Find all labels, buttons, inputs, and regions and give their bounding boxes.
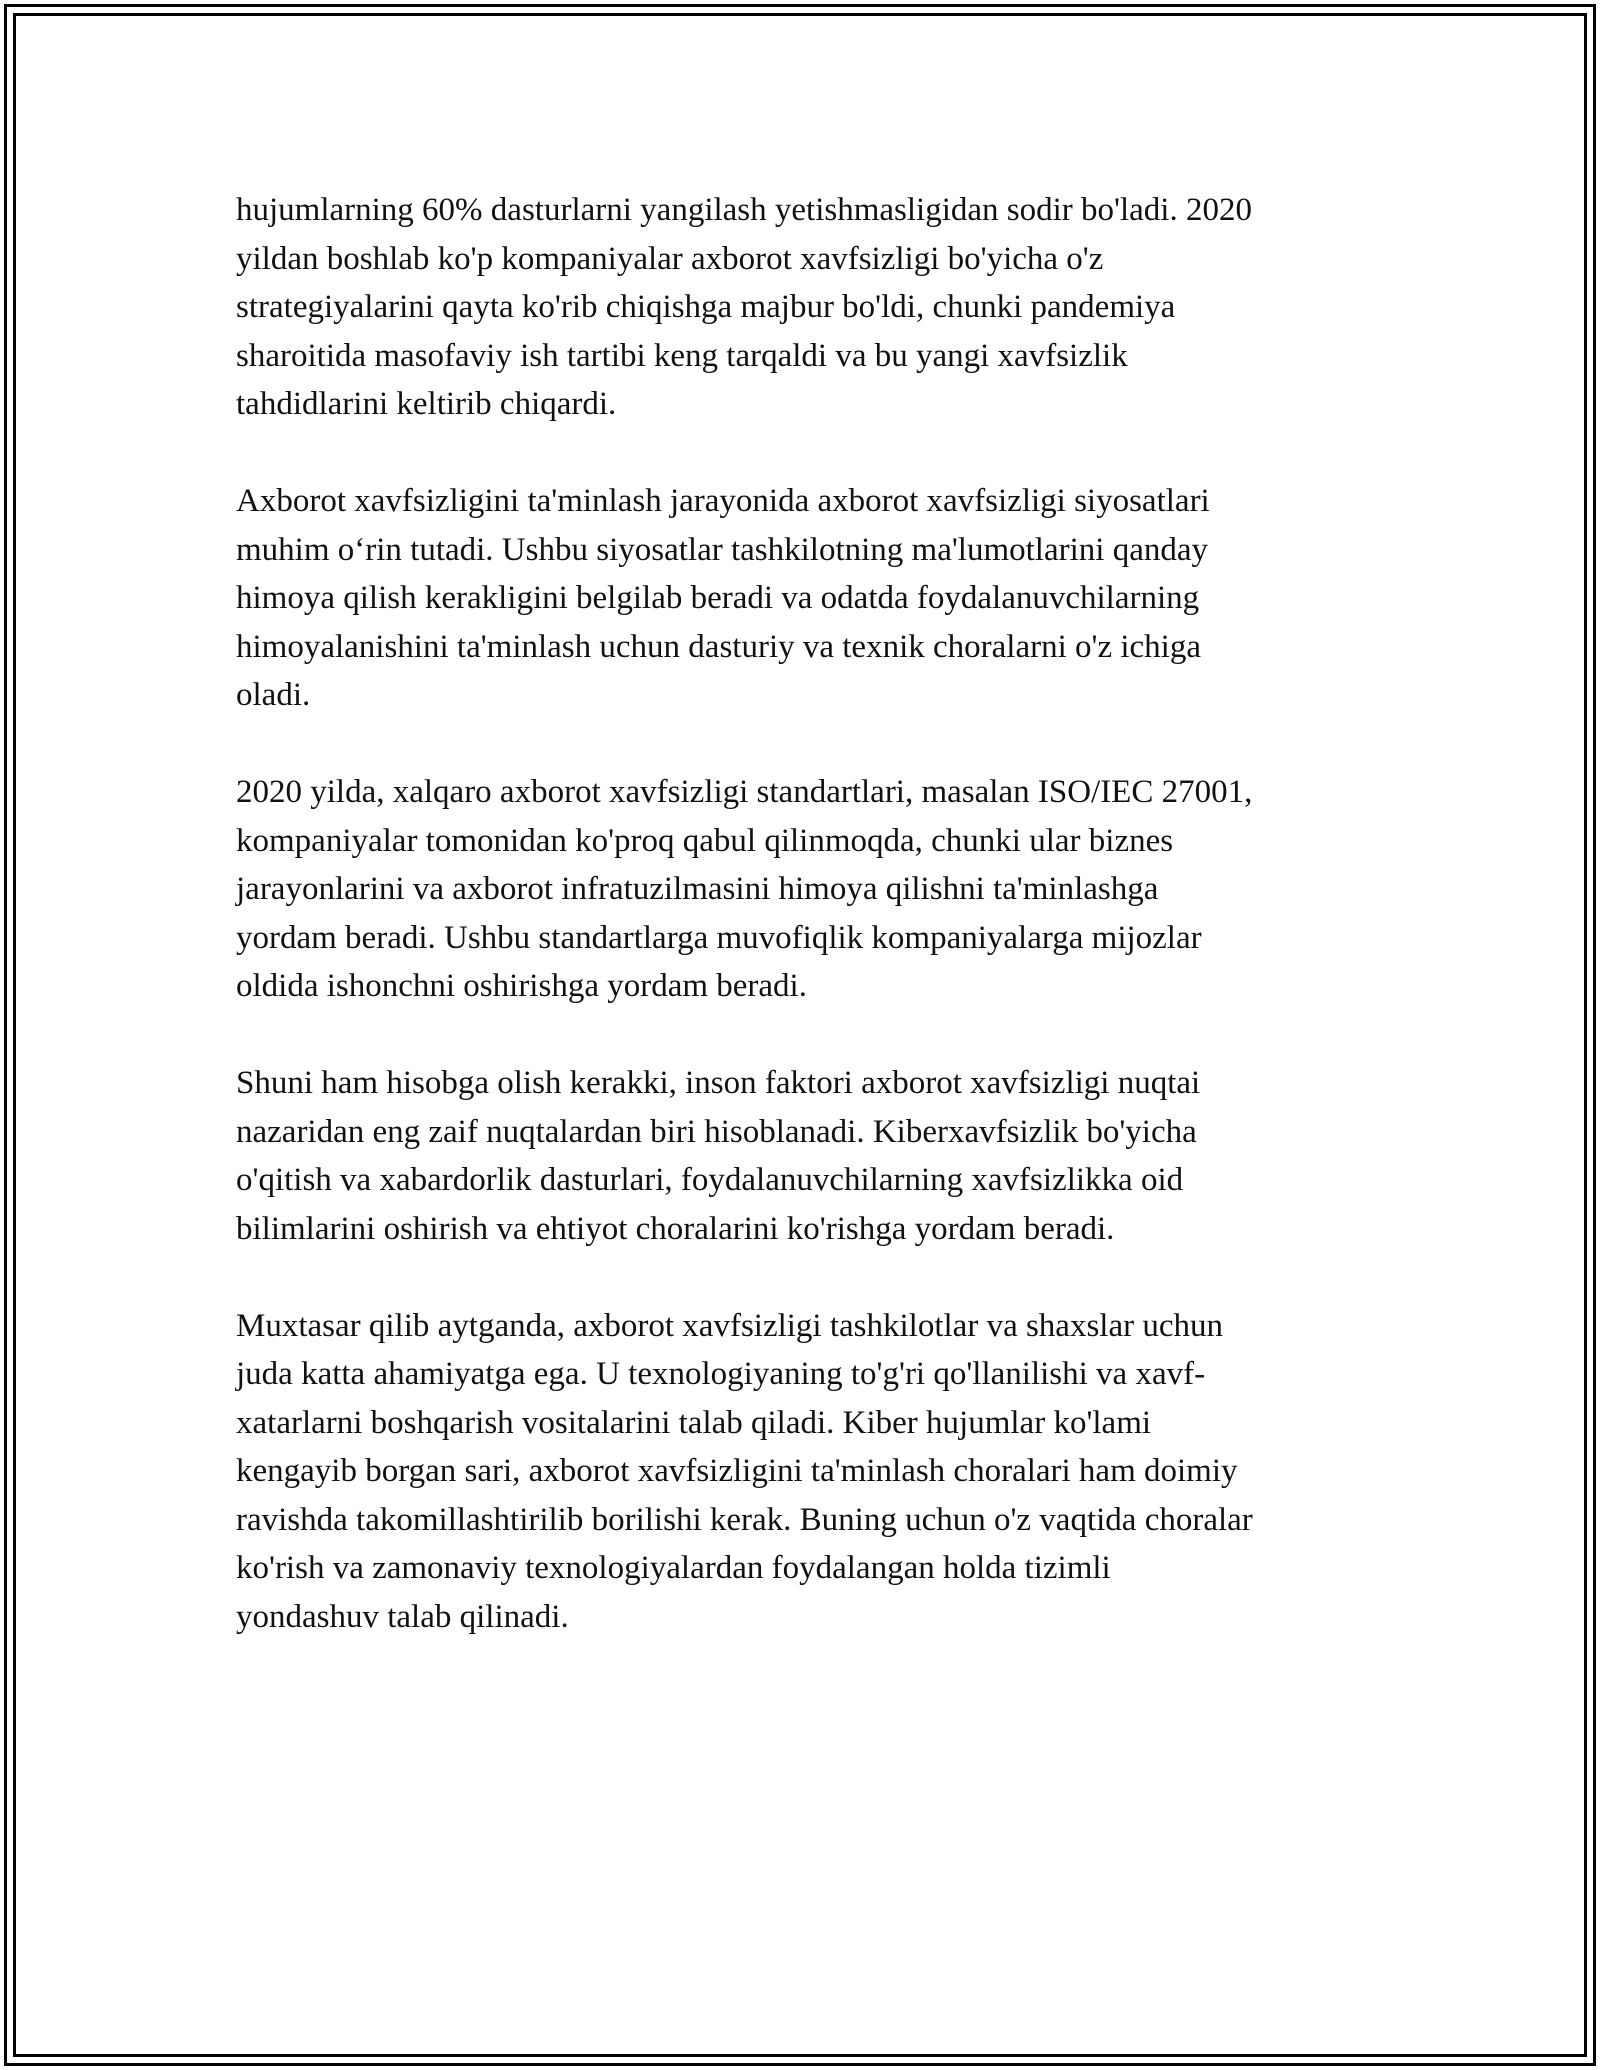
text-line: yondashuv talab qilinadi. [236,1598,569,1635]
text-line: kengayib borgan sari, axborot xavfsizligini ta'minlash choralari ham doimiy [236,1453,1238,1489]
text-line: himoya qilish kerakligini belgilab beradi va odatda foydalanuvchilarning [236,580,1200,616]
text-line: ravishda takomillashtirilib borilishi kerak. Buning uchun o'z vaqtida choralar [236,1501,1253,1538]
text-line: oldida ishonchni oshirishga yordam beradi. [236,968,807,1004]
paragraph-2 [236,477,1376,720]
text-line: juda katta ahamiyatga ega. U texnologiyaning to'g'ri qo'llanilishi va xavf- [236,1356,1206,1392]
text-line: o'qitish va xabardorlik dasturlari, foydalanuvchilarning xavfsizlikka oid [236,1162,1184,1198]
document-body [236,186,1376,1690]
text-line: kompaniyalar tomonidan ko'proq qabul qilinmoqda, chunki ular biznes [236,822,1174,859]
paragraph-4 [236,1059,1376,1253]
text-line: strategiyalarini qayta ko'rib chiqishga majbur bo'ldi, chunki pandemiya [236,289,1176,325]
text-line: jarayonlarini va axborot infratuzilmasini himoya qilishni ta'minlashga [236,871,1159,907]
text-line: yildan boshlab ko'p kompaniyalar axborot xavfsizligi bo'yicha o'z [236,240,1104,277]
text-line: tahdidlarini keltirib chiqardi. [236,386,617,422]
text-line: Axborot xavfsizligini ta'minlash jarayonida axborot xavfsizligi siyosatlari [236,483,1210,519]
text-line: yordam beradi. Ushbu standartlarga muvofiqlik kompaniyalarga mijozlar [236,919,1202,956]
paragraph-5 [236,1302,1376,1642]
text-line: Shuni ham hisobga olish kerakki, inson faktori axborot xavfsizligi nuqtai [236,1065,1201,1101]
text-line: Muxtasar qilib aytganda, axborot xavfsizligi tashkilotlar va shaxslar uchun [236,1307,1224,1344]
text-line: sharoitida masofaviy ish tartibi keng tarqaldi va bu yangi xavfsizlik [236,337,1128,374]
text-line: oladi. [236,677,311,713]
text-line: hujumlarning 60% dasturlarni yangilash yetishmasligidan sodir bo'ladi. 2020 [236,192,1252,228]
text-line: xatarlarni boshqarish vositalarini talab qiladi. Kiber hujumlar ko'lami [236,1404,1152,1441]
text-line: nazaridan eng zaif nuqtalardan biri hisoblanadi. Kiberxavfsizlik bo'yicha [236,1113,1197,1150]
text-line: himoyalanishini ta'minlash uchun dasturiy va texnik choralarni o'z ichiga [236,628,1201,665]
text-line: ko'rish va zamonaviy texnologiyalardan foydalangan holda tizimli [236,1550,1111,1586]
text-line: bilimlarini oshirish va ehtiyot choralarini ko'rishga yordam beradi. [236,1210,1115,1247]
paragraph-3 [236,768,1376,1011]
text-line: 2020 yilda, xalqaro axborot xavfsizligi standartlari, masalan ISO/IEC 27001, [236,774,1253,810]
text-line: muhim o‘rin tutadi. Ushbu siyosatlar tashkilotning ma'lumotlarini qanday [236,531,1208,568]
paragraph-1 [236,186,1376,429]
